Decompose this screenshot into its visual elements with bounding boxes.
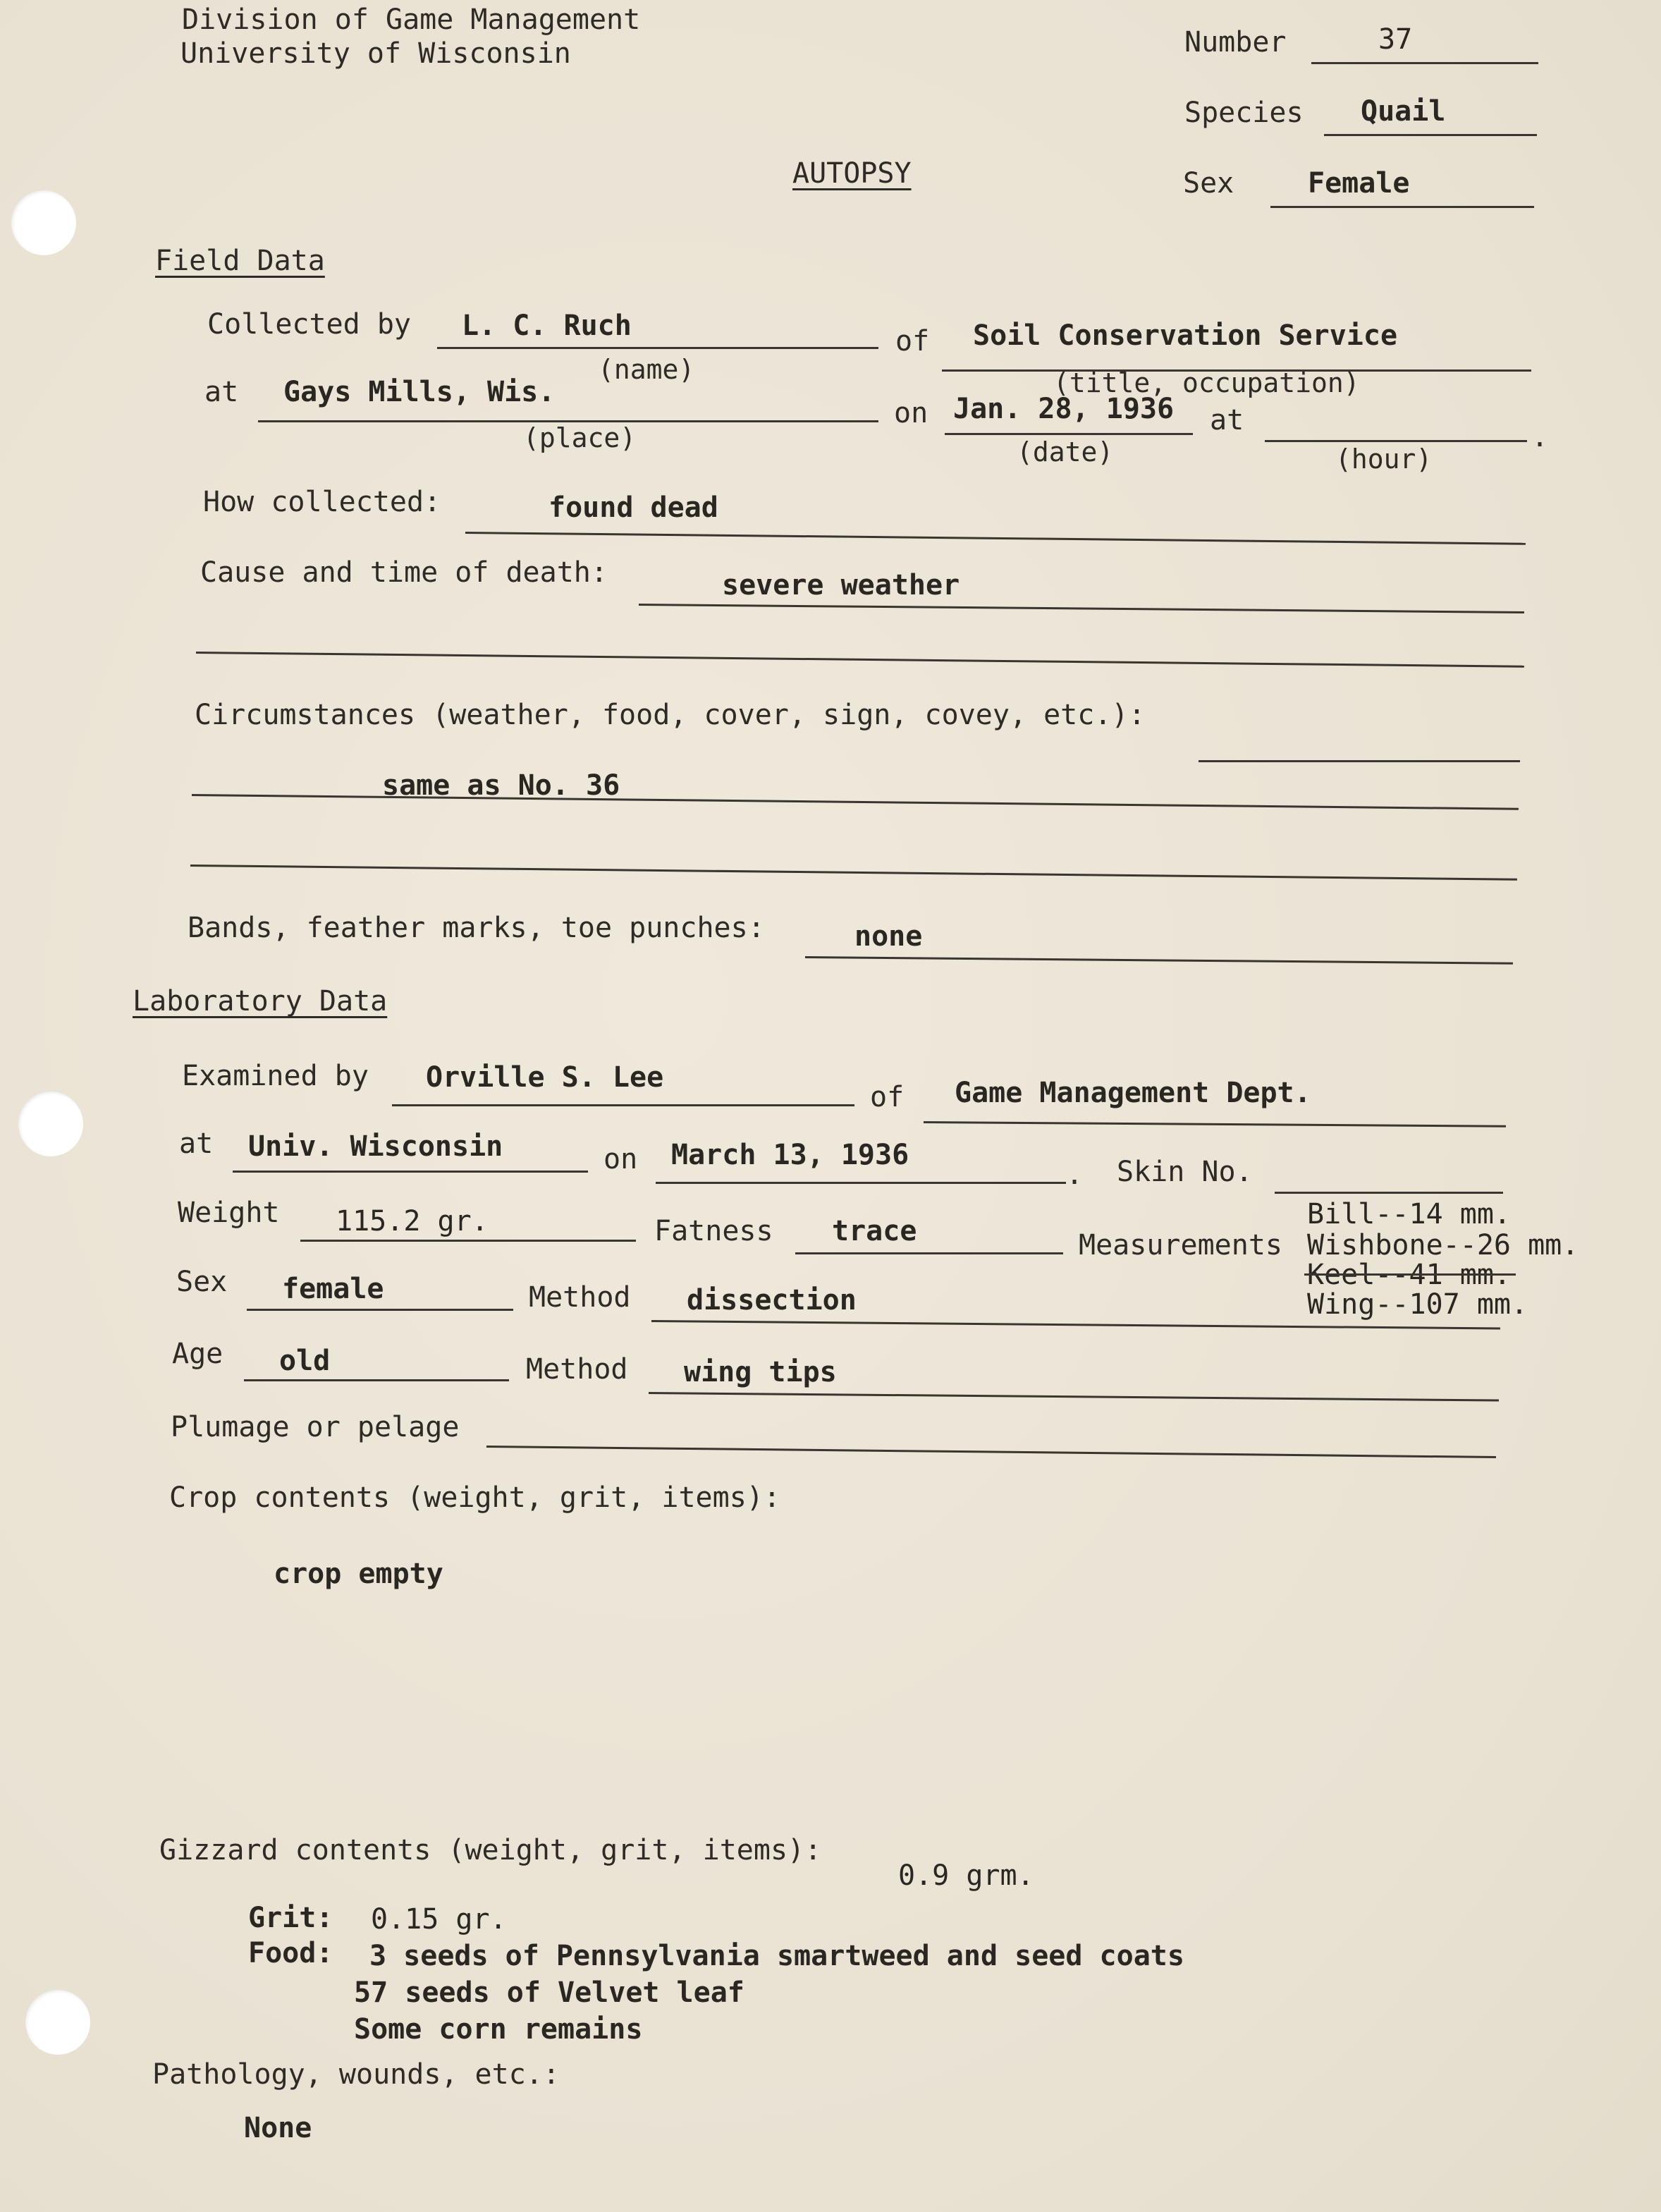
cause-label: Cause and time of death:: [200, 556, 608, 589]
lab-sex-value: female: [282, 1273, 384, 1305]
date-caption: (date): [1017, 436, 1114, 468]
bands-line: [805, 956, 1513, 965]
skin-no-label: Skin No.: [1117, 1156, 1253, 1188]
circumstances-label: Circumstances (weather, food, cover, sign, covey, etc.):: [195, 699, 1146, 731]
hour-caption: (hour): [1335, 444, 1433, 475]
lab-at-label: at: [179, 1128, 214, 1160]
examined-of-line: [924, 1121, 1506, 1128]
university-name: University of Wisconsin: [180, 37, 571, 70]
plumage-label: Plumage or pelage: [171, 1411, 460, 1443]
bands-label: Bands, feather marks, toe punches:: [188, 912, 765, 944]
measurement-wing: Wing--107 mm.: [1307, 1288, 1528, 1321]
circumstances-line-3: [190, 864, 1517, 881]
autopsy-title: AUTOPSY: [792, 157, 912, 190]
examined-by-label: Examined by: [182, 1060, 369, 1092]
fatness-line: [795, 1252, 1063, 1254]
collected-of-label: of: [895, 325, 930, 358]
plumage-line: [486, 1446, 1496, 1458]
pathology-label: Pathology, wounds, etc.:: [152, 2058, 560, 2091]
circumstances-line-2: [192, 794, 1519, 810]
weight-value: 115.2 gr.: [336, 1205, 489, 1238]
keel-strikethrough: [1304, 1273, 1516, 1276]
food-item-1: 3 seeds of Pennsylvania smartweed and seed coats: [369, 1940, 1184, 1972]
food-item-3: Some corn remains: [354, 2013, 643, 2046]
age-method-value: wing tips: [684, 1356, 837, 1388]
date-line: [945, 433, 1193, 435]
date-on-label: on: [894, 397, 928, 429]
sex-header-line: [1270, 206, 1534, 208]
title-caption: (title, occupation): [1053, 367, 1360, 398]
lab-on-label: on: [603, 1143, 638, 1175]
species-line: [1324, 134, 1537, 136]
how-collected-line: [465, 532, 1526, 545]
weight-label: Weight: [178, 1197, 280, 1229]
age-line: [244, 1379, 509, 1381]
bands-value: none: [854, 920, 923, 953]
lab-sex-label: Sex: [176, 1266, 228, 1298]
division-name: Division of Game Management: [182, 4, 641, 36]
lab-at-line: [233, 1171, 588, 1173]
measurement-bill: Bill--14 mm.: [1307, 1198, 1511, 1230]
gizzard-contents-value: 0.9 grm.: [898, 1859, 1034, 1892]
measurements-label: Measurements: [1079, 1229, 1282, 1261]
cause-line-2: [196, 652, 1524, 668]
age-value: old: [279, 1345, 331, 1377]
lab-at-value: Univ. Wisconsin: [248, 1130, 503, 1163]
weight-line: [300, 1240, 636, 1242]
lab-on-line: [656, 1182, 1066, 1184]
fatness-label: Fatness: [654, 1215, 773, 1247]
hour-line: [1265, 440, 1527, 442]
examined-by-line: [392, 1104, 854, 1106]
laboratory-data-heading: Laboratory Data: [133, 985, 388, 1018]
collected-of-value: Soil Conservation Service: [973, 319, 1398, 352]
number-line: [1311, 62, 1538, 64]
number-label: Number: [1184, 26, 1287, 59]
lab-on-dot: .: [1066, 1159, 1084, 1191]
crop-contents-value: crop empty: [274, 1558, 443, 1590]
grit-label: Grit:: [248, 1902, 333, 1934]
circumstances-line-1: [1199, 760, 1520, 762]
cause-line: [639, 604, 1524, 613]
cause-value: severe weather: [722, 569, 960, 601]
examined-by-value: Orville S. Lee: [426, 1061, 664, 1094]
food-item-2: 57 seeds of Velvet leaf: [354, 1976, 744, 2009]
age-method-label: Method: [526, 1353, 628, 1386]
sex-header-label: Sex: [1183, 167, 1234, 200]
pathology-value: None: [244, 2112, 312, 2144]
fatness-value: trace: [832, 1215, 917, 1247]
hour-dot: .: [1531, 421, 1549, 453]
sex-header-value: Female: [1308, 167, 1410, 200]
place-caption: (place): [523, 422, 637, 453]
date-value: Jan. 28, 1936: [953, 393, 1175, 425]
how-collected-value: found dead: [548, 491, 718, 524]
collected-by-label: Collected by: [207, 308, 411, 341]
binder-hole-bottom: [25, 1990, 90, 2055]
place-at-label: at: [204, 376, 239, 408]
crop-contents-label: Crop contents (weight, grit, items):: [169, 1481, 780, 1514]
examined-of-label: of: [870, 1081, 905, 1113]
age-method-line: [649, 1392, 1499, 1402]
number-value: 37: [1378, 23, 1413, 56]
sex-method-line: [651, 1320, 1500, 1330]
place-value: Gays Mills, Wis.: [283, 376, 556, 408]
sex-method-value: dissection: [687, 1284, 857, 1316]
age-label: Age: [172, 1338, 223, 1370]
circumstances-value: same as No. 36: [382, 769, 620, 802]
lab-on-value: March 13, 1936: [671, 1139, 909, 1171]
name-caption: (name): [598, 354, 695, 385]
measurement-wishbone: Wishbone--26 mm.: [1307, 1229, 1579, 1261]
gizzard-contents-label: Gizzard contents (weight, grit, items):: [159, 1834, 822, 1866]
binder-hole-top: [11, 190, 76, 255]
how-collected-label: How collected:: [203, 486, 441, 518]
food-label: Food:: [248, 1937, 333, 1969]
grit-value: 0.15 gr.: [371, 1903, 507, 1936]
species-value: Quail: [1361, 95, 1446, 128]
examined-of-value: Game Management Dept.: [955, 1077, 1311, 1109]
skin-no-line: [1275, 1192, 1503, 1194]
lab-sex-line: [247, 1309, 513, 1311]
species-label: Species: [1184, 97, 1304, 129]
collected-by-value: L. C. Ruch: [462, 310, 632, 342]
sex-method-label: Method: [529, 1281, 631, 1314]
collected-by-line: [437, 347, 878, 349]
binder-hole-middle: [18, 1092, 83, 1156]
measurement-keel: Keel--41 mm.: [1307, 1259, 1511, 1291]
hour-at-label: at: [1210, 404, 1244, 436]
field-data-heading: Field Data: [155, 245, 325, 277]
